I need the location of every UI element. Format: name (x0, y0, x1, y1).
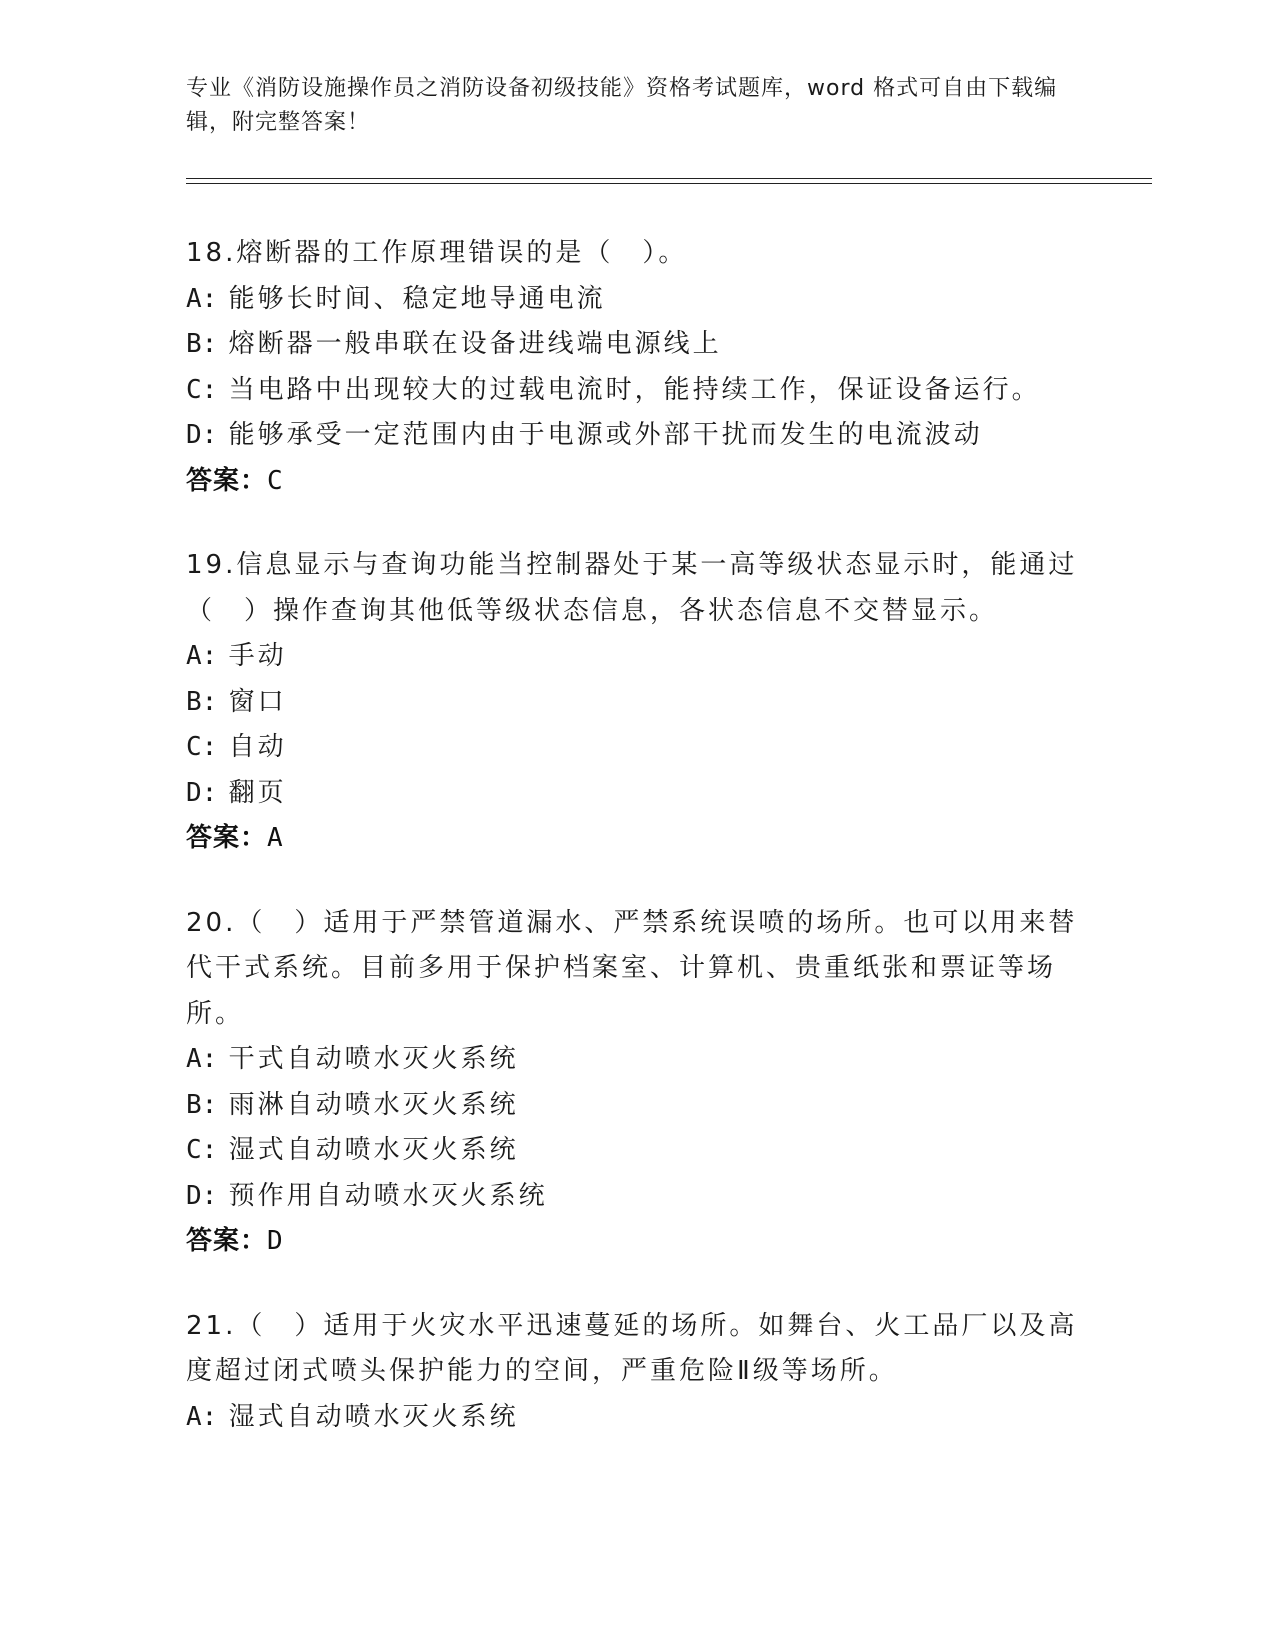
option-a (186, 277, 1086, 323)
option-a (186, 1037, 1086, 1083)
answer-line (186, 816, 1086, 862)
option-c (186, 368, 1086, 414)
option-letter: A: (186, 283, 218, 314)
document-header (186, 72, 1066, 140)
question-stem: 21.（ ）适用于火灾水平迅速蔓延的场所。如舞台、火工品厂以及高度超过闭式喷头保护能力的空间，严重危险Ⅱ级等场所。 (186, 1310, 1078, 1386)
answer-line (186, 459, 1086, 505)
question-18 (186, 231, 1086, 504)
option-text: 能够长时间、稳定地导通电流 (228, 283, 606, 314)
option-letter: D: (186, 777, 218, 808)
option-d (186, 1174, 1086, 1220)
option-text: 自动 (228, 732, 287, 762)
question-20 (186, 901, 1086, 1265)
option-letter: A: (186, 1401, 218, 1432)
question-19 (186, 543, 1086, 862)
answer-label: 答案： (186, 823, 268, 853)
option-c (186, 725, 1086, 771)
answer-value: C (267, 465, 284, 496)
option-text: 当电路中出现较大的过载电流时，能持续工作，保证设备运行。 (228, 374, 1041, 405)
option-letter: C: (186, 374, 218, 405)
option-text: 能够承受一定范围内由于电源或外部干扰而发生的电流波动 (228, 420, 983, 450)
option-a (186, 1395, 1086, 1441)
header-text: 专业《消防设施操作员之消防设备初级技能》资格考试题库，word 格式可自由下载编辑，附完整答案！ (186, 76, 1058, 135)
option-text: 窗口 (228, 686, 287, 717)
answer-value: A (267, 823, 284, 853)
question-stem: 19.信息显示与查询功能当控制器处于某一高等级状态显示时，能通过（ ）操作查询其他低等级状态信息，各状态信息不交替显示。 (186, 550, 1078, 626)
option-text: 干式自动喷水灭火系统 (228, 1044, 519, 1074)
answer-label: 答案： (186, 465, 268, 496)
header-divider-top (186, 178, 1152, 179)
option-b (186, 1083, 1086, 1129)
option-c (186, 1128, 1086, 1174)
question-stem: 20.（ ）适用于严禁管道漏水、严禁系统误喷的场所。也可以用来替代干式系统。目前多用于保护档案室、计算机、贵重纸张和票证等场所。 (186, 907, 1078, 1029)
option-text: 预作用自动喷水灭火系统 (228, 1180, 548, 1211)
option-letter: D: (186, 1180, 218, 1211)
option-letter: A: (186, 1044, 218, 1074)
answer-line (186, 1219, 1086, 1265)
option-letter: D: (186, 420, 218, 450)
option-letter: A: (186, 641, 218, 671)
option-text: 翻页 (228, 777, 287, 808)
option-text: 湿式自动喷水灭火系统 (228, 1135, 519, 1165)
option-letter: C: (186, 732, 218, 762)
header-divider-bottom (186, 183, 1152, 184)
option-d (186, 413, 1086, 459)
option-text: 手动 (228, 641, 287, 671)
answer-value: D (267, 1226, 284, 1256)
option-b (186, 322, 1086, 368)
option-letter: B: (186, 1089, 218, 1120)
question-list (186, 231, 1086, 1479)
option-a (186, 634, 1086, 680)
option-letter: B: (186, 329, 218, 359)
question-21 (186, 1304, 1086, 1441)
option-b (186, 680, 1086, 726)
option-text: 雨淋自动喷水灭火系统 (228, 1089, 519, 1120)
option-letter: C: (186, 1135, 218, 1165)
option-letter: B: (186, 686, 218, 717)
option-d (186, 771, 1086, 817)
option-text: 熔断器一般串联在设备进线端电源线上 (228, 329, 722, 359)
question-stem: 18.熔断器的工作原理错误的是（ ）。 (186, 238, 688, 268)
answer-label: 答案： (186, 1226, 268, 1256)
option-text: 湿式自动喷水灭火系统 (228, 1401, 519, 1432)
